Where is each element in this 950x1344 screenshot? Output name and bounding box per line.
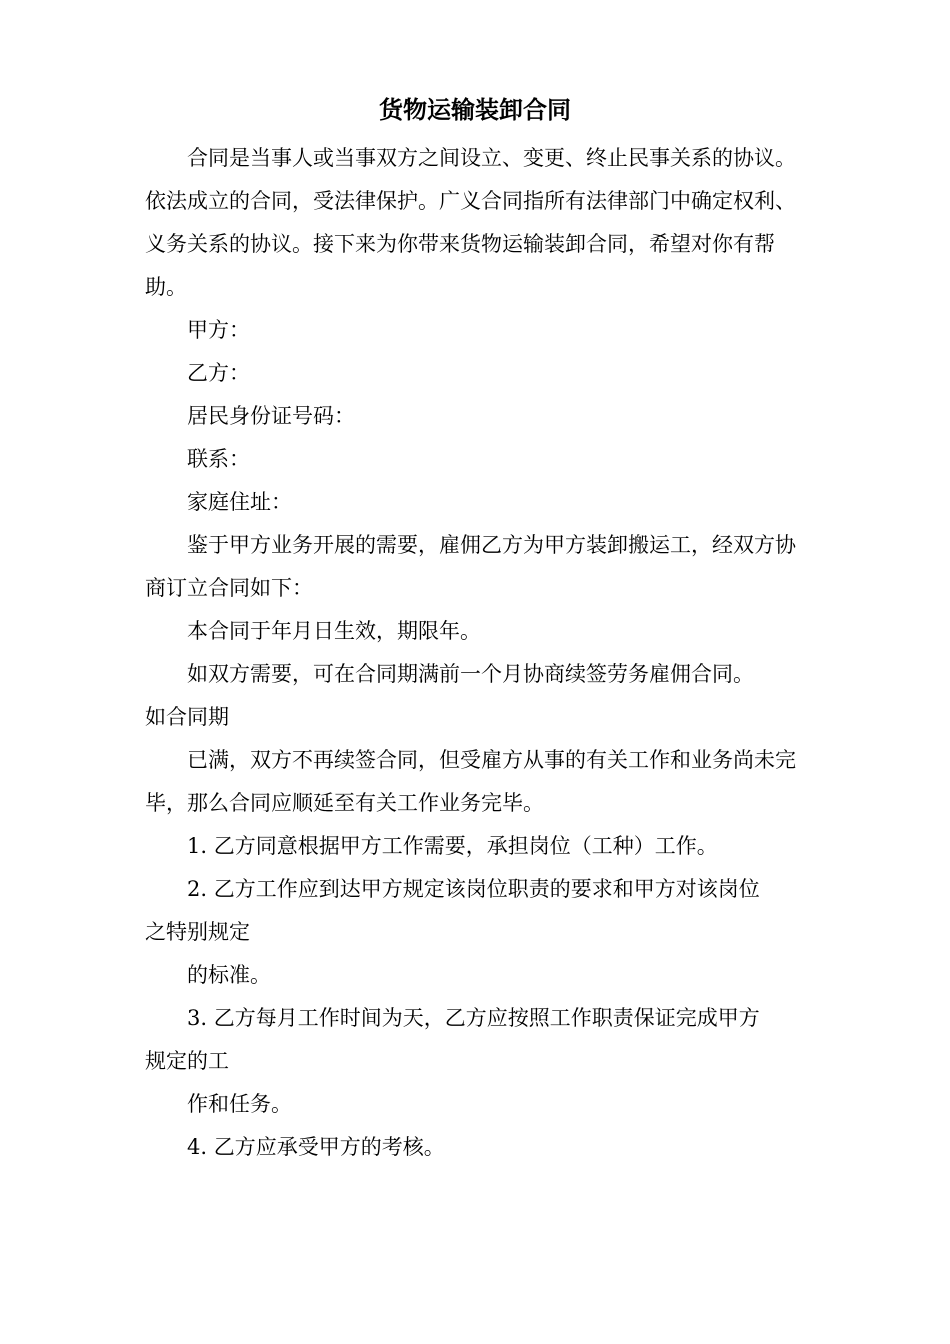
home-address-line: 家庭住址：	[187, 490, 292, 514]
clause-1: 1. 乙方同意根据甲方工作需要，承担岗位（工种）工作。	[187, 834, 718, 858]
paragraph-renewal-continued: 如合同期	[145, 705, 229, 729]
clause-3-continued: 规定的工	[145, 1049, 229, 1073]
clause-2-continued: 之特别规定	[145, 920, 250, 944]
document-body	[145, 137, 805, 1169]
party-b-line: 乙方：	[187, 361, 250, 385]
paragraph-effective-date: 本合同于年月日生效，期限年。	[187, 619, 481, 643]
clause-2-tail: 的标准。	[187, 963, 271, 987]
contact-line: 联系：	[187, 447, 250, 471]
document-title: 货物运输装卸合同	[379, 95, 571, 124]
paragraph-whereas: 鉴于甲方业务开展的需要，雇佣乙方为甲方装卸搬运工，经双方协商订立合同如下：	[145, 533, 796, 600]
clause-3: 3. 乙方每月工作时间为天，乙方应按照工作职责保证完成甲方	[187, 1006, 760, 1030]
party-a-line: 甲方：	[187, 318, 250, 342]
clause-4: 4. 乙方应承受甲方的考核。	[187, 1135, 445, 1159]
id-number-line: 居民身份证号码：	[187, 404, 355, 428]
clause-3-tail: 作和任务。	[187, 1092, 292, 1116]
paragraph-renewal: 如双方需要，可在合同期满前一个月协商续签劳务雇佣合同。	[187, 662, 754, 686]
paragraph-intro: 合同是当事人或当事双方之间设立、变更、终止民事关系的协议。依法成立的合同，受法律保护。广义合同指所有法律部门中确定权利、义务关系的协议。接下来为你带来货物运输装卸合同，希望对你有帮助。	[145, 146, 796, 299]
paragraph-expiry: 已满，双方不再续签合同，但受雇方从事的有关工作和业务尚未完毕，那么合同应顺延至有关工作业务完毕。	[145, 748, 796, 815]
clause-2: 2. 乙方工作应到达甲方规定该岗位职责的要求和甲方对该岗位	[187, 877, 760, 901]
